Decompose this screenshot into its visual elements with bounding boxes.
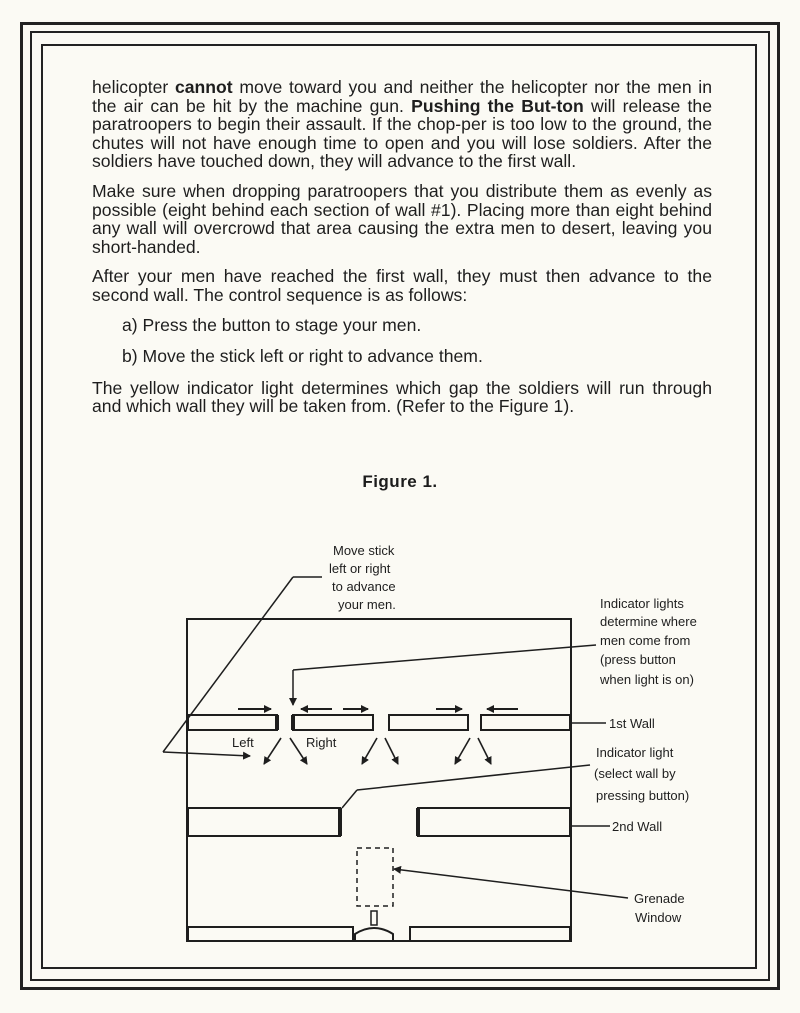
figure-title: Figure 1.: [362, 472, 438, 491]
grenade-window-callout: [394, 869, 685, 925]
first-wall-label: 1st Wall: [609, 716, 655, 731]
step-b: b) Move the stick left or right to advance them.: [122, 346, 483, 367]
move-stick-callout: [163, 543, 396, 756]
indicator-light-line-2: (select wall by: [594, 766, 676, 781]
move-stick-line-2: left or right: [329, 561, 391, 576]
first-wall: [188, 715, 570, 730]
grenade-window-line-2: Window: [635, 910, 682, 925]
p1-bold-cannot: cannot: [174, 77, 233, 97]
right-label: Right: [306, 735, 337, 750]
indicator-lights-line-2: determine where: [600, 614, 697, 629]
wall-1-segment: [481, 715, 570, 730]
indicator-lights-line-1: Indicator lights: [600, 596, 684, 611]
indicator-lights-line-3: men come from: [600, 633, 691, 648]
indicator-light-line-3: pressing button): [596, 788, 690, 803]
indicator-lights-line-5: when light is on): [600, 672, 694, 687]
paragraph-2: Make sure when dropping paratroopers that you distribute them as evenly as possible (eight behind each section of wall #1). Placing more than eight behind any wall will overcrowd that area causing the extra men to desert, leaving you short-handed.: [92, 180, 712, 257]
p1-text-e: will release the paratroopers to begin their assault. If the chop-per is too low to the ground, the chutes will not have enough time to open and you will lose soldiers. After the soldiers have touched down, they will advance to the first wall.: [92, 95, 712, 172]
paragraph-3: After your men have reached the first wall, they must then advance to the second wall. The control sequence is as follows:: [92, 266, 712, 305]
indicator-lights-callout: [293, 596, 697, 705]
wall-1-segment: [188, 715, 277, 730]
machine-gun-icon: [355, 911, 393, 941]
wall-1-segment: [389, 715, 468, 730]
move-stick-line-4: your men.: [338, 597, 396, 612]
indicator-lights-line-4: (press button: [600, 652, 676, 667]
step-a: a) Press the button to stage your men.: [122, 314, 422, 335]
paragraph-4: The yellow indicator light determines which gap the soldiers will run through and which wall they will be taken from. (Refer to the Figure 1).: [92, 377, 712, 417]
move-stick-line-1: Move stick: [333, 543, 395, 558]
move-stick-line-3: to advance: [332, 579, 396, 594]
indicator-light-line-1: Indicator light: [596, 745, 674, 760]
grenade-window: [357, 848, 393, 906]
p1-bold-pushing-button: Pushing the But-ton: [411, 95, 584, 116]
p1-text-a: helicopter: [92, 77, 175, 97]
p1-text-c: move toward you and neither the helicopter nor the men in the air can be hit by the machine gun.: [92, 77, 712, 116]
grenade-window-line-1: Grenade: [634, 891, 685, 906]
second-wall-label: 2nd Wall: [612, 819, 663, 834]
play-field: [187, 619, 571, 941]
movement-arrows: [264, 738, 491, 764]
wall-1-segment: [293, 715, 373, 730]
second-wall: [188, 808, 570, 836]
left-label: Left: [232, 735, 254, 750]
